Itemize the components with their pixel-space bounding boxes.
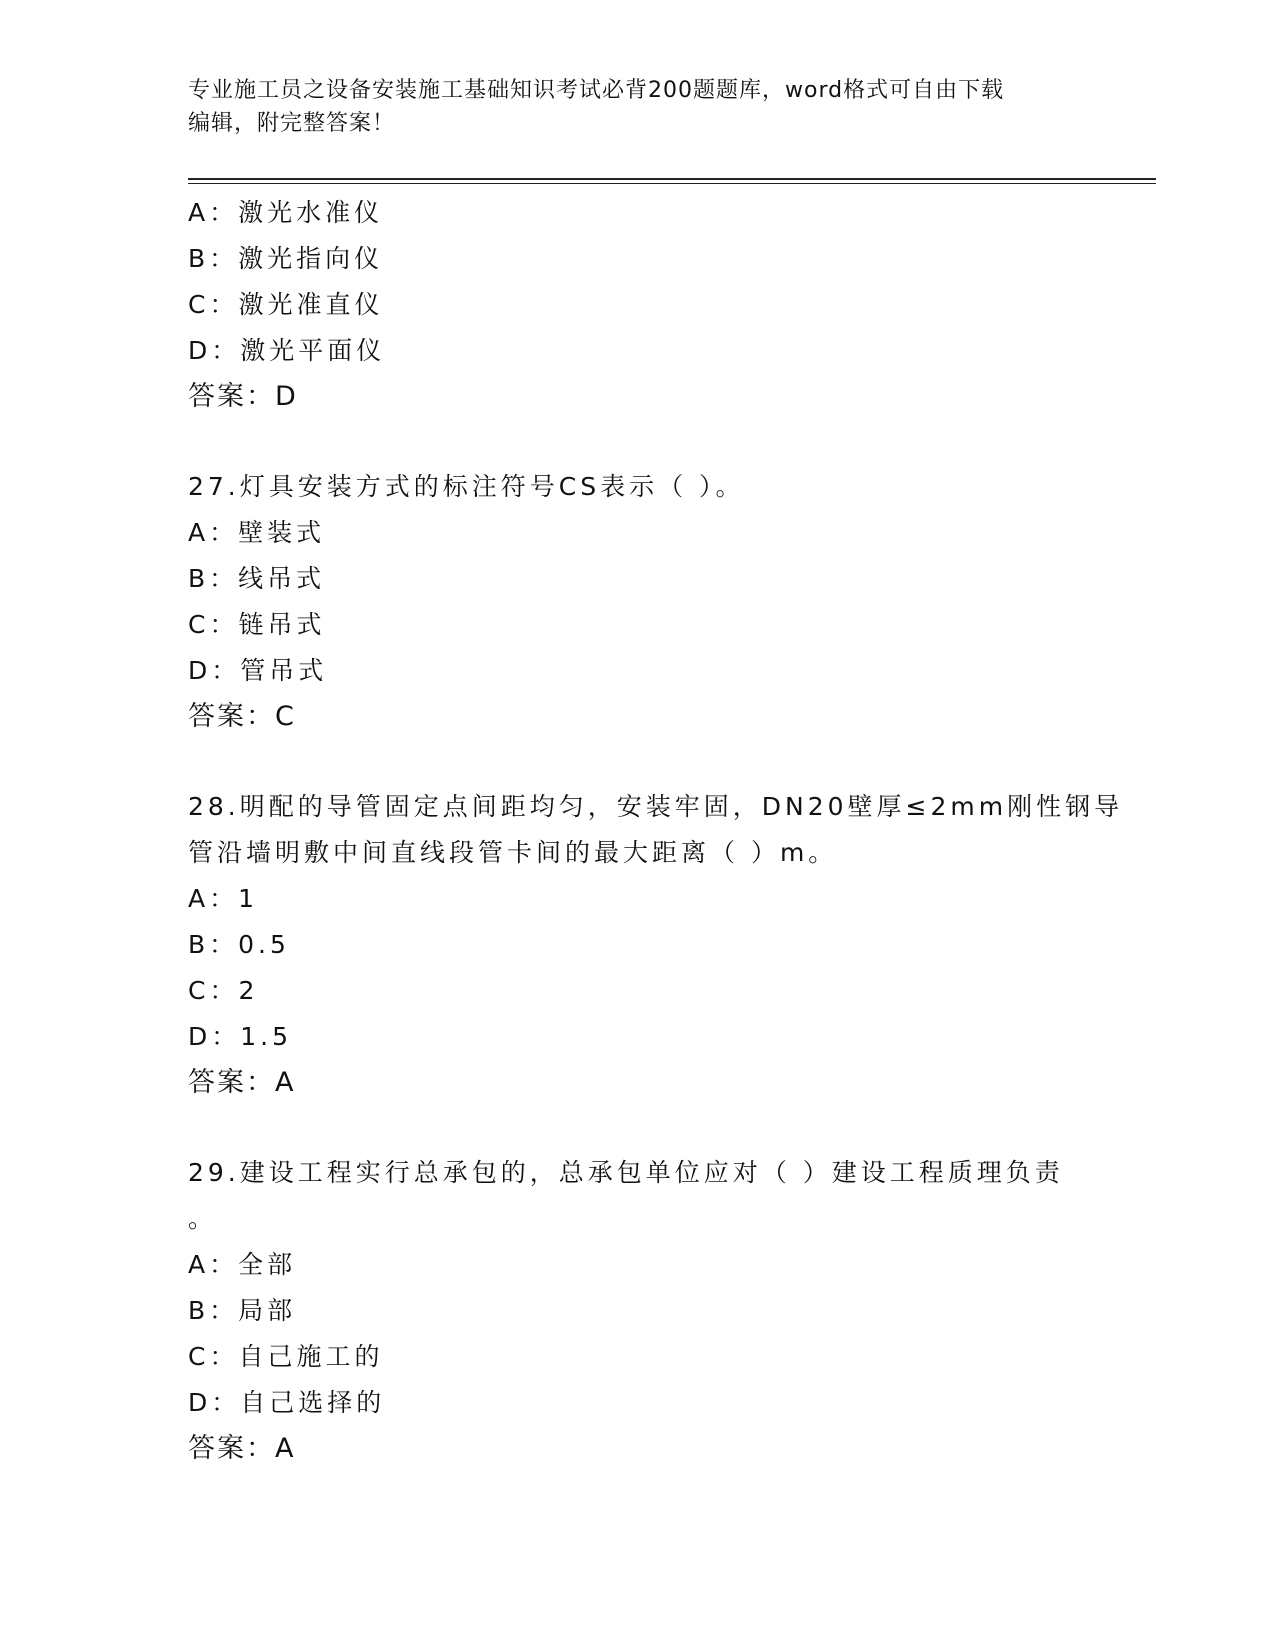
option-b xyxy=(188,556,1088,602)
option-text: 局部 xyxy=(238,1296,297,1325)
option-a xyxy=(188,876,1088,922)
option-text: 壁装式 xyxy=(238,518,326,547)
option-key: D： xyxy=(188,656,241,685)
option-key: B： xyxy=(188,1296,239,1325)
option-key: A： xyxy=(188,884,239,913)
option-key: C： xyxy=(188,976,239,1005)
question-list xyxy=(188,190,1124,1472)
option-text: 激光指向仪 xyxy=(238,244,384,273)
question-27 xyxy=(188,464,1088,740)
answer: 答案：A xyxy=(188,1067,296,1098)
question-stem-line-1: 29.建设工程实行总承包的，总承包单位应对（ ）建设工程质理负责 xyxy=(188,1158,1064,1187)
option-text: 0.5 xyxy=(238,930,290,959)
answer: 答案：D xyxy=(188,381,298,412)
option-b xyxy=(188,1288,1088,1334)
option-text: 激光水准仪 xyxy=(238,198,384,227)
header-rule-thick xyxy=(188,178,1156,180)
header-line-2: 编辑，附完整答案！ xyxy=(188,111,396,136)
option-key: B： xyxy=(188,244,239,273)
option-d xyxy=(188,648,1088,694)
option-d xyxy=(188,1014,1088,1060)
option-text: 激光平面仪 xyxy=(240,336,386,365)
option-c xyxy=(188,968,1088,1014)
option-c xyxy=(188,602,1088,648)
question-stem-line-2: 管沿墙明敷中间直线段管卡间的最大距离（ ）m。 xyxy=(188,838,838,867)
answer: 答案：C xyxy=(188,701,296,732)
option-key: D： xyxy=(188,336,241,365)
question-26 xyxy=(188,190,1088,420)
header-rule-thin xyxy=(188,183,1156,184)
option-a xyxy=(188,510,1088,556)
option-text: 自己施工的 xyxy=(238,1342,384,1371)
option-text: 管吊式 xyxy=(240,656,328,685)
question-stem: 27.灯具安装方式的标注符号CS表示（ ）。 xyxy=(188,472,745,501)
option-text: 1.5 xyxy=(240,1022,293,1051)
option-key: C： xyxy=(188,290,239,319)
option-b xyxy=(188,922,1088,968)
option-key: C： xyxy=(188,1342,239,1371)
option-key: D： xyxy=(188,1388,241,1417)
option-a xyxy=(188,190,1088,236)
option-key: A： xyxy=(188,1250,239,1279)
option-text: 2 xyxy=(238,976,259,1005)
option-key: D： xyxy=(188,1022,241,1051)
option-d xyxy=(188,1380,1088,1426)
question-stem-line-1: 28.明配的导管固定点间距均匀，安装牢固，DN20壁厚≤2mm刚性钢导 xyxy=(188,792,1124,821)
option-text: 线吊式 xyxy=(238,564,326,593)
option-key: B： xyxy=(188,564,239,593)
option-key: C： xyxy=(188,610,239,639)
option-text: 全部 xyxy=(238,1250,297,1279)
option-d xyxy=(188,328,1088,374)
question-stem-line-2: 。 xyxy=(188,1204,218,1233)
question-29 xyxy=(188,1150,1088,1472)
option-c xyxy=(188,1334,1088,1380)
option-text: 激光准直仪 xyxy=(238,290,384,319)
option-c xyxy=(188,282,1088,328)
header-line-1: 专业施工员之设备安装施工基础知识考试必背200题题库，word格式可自由下载 xyxy=(188,78,1005,103)
option-key: A： xyxy=(188,198,239,227)
question-28 xyxy=(188,784,1124,1106)
option-b xyxy=(188,236,1088,282)
option-key: A： xyxy=(188,518,239,547)
document-header xyxy=(188,74,1088,140)
option-key: B： xyxy=(188,930,239,959)
answer: 答案：A xyxy=(188,1433,296,1464)
option-a xyxy=(188,1242,1088,1288)
option-text: 自己选择的 xyxy=(240,1388,386,1417)
option-text: 1 xyxy=(238,884,259,913)
option-text: 链吊式 xyxy=(238,610,326,639)
